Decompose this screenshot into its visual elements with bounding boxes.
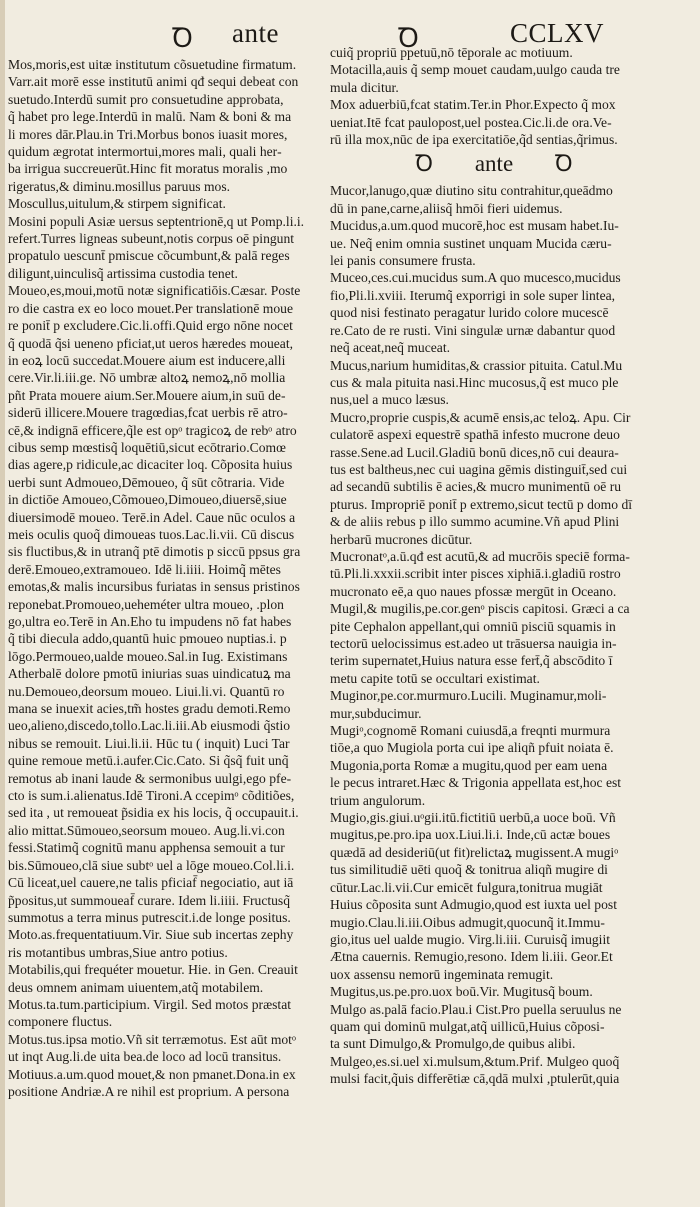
text-line: Mos,moris,est uitæ institutum cõsuetudine firmatum.: [8, 57, 297, 72]
text-line: refert.Turres ligneas subeunt,notis corpus oē pingunt: [8, 231, 295, 247]
right-subheader: [330, 150, 658, 178]
text-line: uerbi sunt Admoueo,Dēmoueo, q̃ sūt cõtraria. Vide: [8, 474, 285, 490]
text-line: tectorū uelocissimus est.adeo ut trāsuersa nauigia in‑: [330, 636, 617, 651]
text-line: q̃ quodā q̃si ueneno pficiat,ut ueros hæredes moueat,: [8, 335, 294, 351]
text-line: q̃ habet pro lege.Interdū in malū. Nam & boni & ma: [8, 109, 292, 125]
subheader-left-mark: Ꝺ: [415, 151, 434, 177]
text-line: mur,subducimur.: [330, 705, 422, 721]
text-line: ad secandū subtilis ē acies,& mucro munimentū oē ru: [330, 479, 622, 495]
header-left-mark: Ꝺ: [172, 23, 194, 53]
text-line: Cū liceat,uel cauere,ne talis pficiaf̄ negociatio, aut iā: [8, 875, 294, 891]
text-line: tiōe,a quo Mugiola porta cui ipe aliqñ pfuit noiata ē.: [330, 740, 614, 756]
text-line: tus est baltheus,nec cui uagina gēmis distinguit̄,sed cui: [330, 461, 628, 477]
text-line: Huius cõposita sunt Admugio,quod est iuxta uel post: [330, 897, 617, 913]
text-line: suetudo.Interdū sumit pro consuetudine approbata,: [8, 91, 284, 107]
text-line: cuiq̃ propriū ppetuū,nō tēporale ac motiuum.: [330, 45, 573, 60]
text-line: lei panis consumere frusta.: [330, 253, 476, 269]
text-line: nu.Demoueo,deorsum moueo. Liui.li.vi. Quantū ro: [8, 683, 285, 699]
text-line: gio,itus uel ualde mugio. Virg.li.iii. Curuisq̃ imugiit: [330, 931, 610, 947]
text-line: li mores dār.Plau.in Tri.Morbus bonos iuasit mores,: [8, 126, 288, 142]
text-line: herbarū mucrones dicūtur.: [330, 531, 473, 547]
text-line: dū in pane,carne,aliisq̃ hmōi fieri uidemus.: [330, 200, 563, 216]
subheader-right-mark: Ꝺ: [554, 151, 573, 177]
text-line: Motacilla,auis q̃ semp mouet caudam,uulgo cauda tre: [330, 62, 620, 78]
text-line: Motus.tus.ipsa motio.Vñ sit terræmotus. Est aūt motᵒ: [8, 1031, 296, 1047]
page-edge: [0, 0, 5, 1207]
text-line: Mucronatᵒ,a.ū.qđ est acutū,& ad mucrōis speciē forma‑: [330, 548, 630, 564]
text-line: ba irrigua succreuerūt.Hinc fit moratus moralis ,mo: [8, 161, 288, 177]
text-line: ro die castra ex eo loco mouet.Per translationē moue: [8, 300, 293, 316]
text-line: quine remoue metū.i.aufer.Cic.Cato. Si q̃sq̃ fuit unq̃: [8, 753, 289, 769]
text-line: cto is sum.i.alienatus.Idē Tironi.A ccepimᵒ cõditiões,: [8, 788, 295, 804]
text-line: Mulgeo,es.si.uel xi.mulsum,&tum.Prif. Mulgeo quoq̃: [330, 1053, 620, 1069]
text-line: mugitus,pe.pro.ipa uox.Liui.li.i. Inde,cū actæ boues: [330, 827, 611, 843]
text-line: Moueo,es,moui,motū notæ significatiōis.Cæsar. Poste: [8, 283, 301, 299]
text-line: p̃positus,ut summoueaf̄ curare. Idem li.iiii. Fructusq̃: [8, 892, 291, 908]
text-line: in eoꝝ locū succedat.Mouere aium est inducere,alli: [8, 352, 286, 368]
subheader-word: ante: [474, 151, 514, 177]
text-line: culatorē aspexi equestrē spathā infesto mucrone deuo: [330, 427, 620, 443]
text-line: terim supernatet,Huius natura esse fert̄,q̃ abscōdito ī: [330, 653, 613, 669]
folio-number: CCLXV: [510, 18, 605, 48]
text-line: Motiuus.a.um.quod mouet,& non pmanet.Dona.in ex: [8, 1066, 296, 1082]
text-line: reponebat.Promoueo,ueheméter ultra moueo, .plon: [8, 596, 284, 612]
text-line: rigeratus,& diminu.mosillus paruus mos.: [8, 178, 231, 194]
text-line: uox assensu nemorū ingeminata remugit.: [330, 966, 554, 982]
text-line: in dictiōe Amoueo,Cõmoueo,Dimoueo,diuersē,siue: [8, 492, 287, 508]
text-line: Mulgo as.palā facio.Plau.i Cist.Pro puella seruulus ne: [330, 1001, 622, 1017]
header-word: ante: [232, 18, 279, 48]
text-line: mulsi facit,q̃uis differētiæ cā,qdā mulxi ,ptulerūt,quia: [330, 1071, 620, 1087]
text-line: mugio.Clau.li.iii.Oibus admugit,quocunq̃ it.Immu‑: [330, 914, 605, 930]
text-line: dias agere,p ridicule,ac dicaciter loq. Cõposita huius: [8, 457, 293, 473]
text-line: Mucidus,a.um.quod mucorē,hoc est musam habet.Iu‑: [330, 218, 619, 234]
text-line: mucronato eē,a quo naues pfossæ mergūt in Oceano.: [330, 583, 617, 599]
text-line: cūtur.Lac.li.vii.Cur emicēt fulgura,tonitrua mugiāt: [330, 879, 603, 895]
text-line: Mugonia,porta Romæ a mugitu,quod per eam uena: [330, 757, 608, 773]
text-line: cus & mala pituita nasi.Hinc mucosus,q̃ est muco ple: [330, 374, 619, 390]
text-line: quidum ægrotat intermortui,mores mali, quali her‑: [8, 144, 282, 160]
text-line: Mucro,proprie cuspis,& acumē ensis,ac teloꝝ. Apu. Cir: [330, 409, 631, 425]
text-line: Mugil,& mugilis,pe.cor.genᵒ piscis capitosi. Græci a ca: [330, 601, 630, 617]
text-line: tus similitudiē uēti quoq̃ & tonitrua aliqñ mugire di: [330, 862, 608, 878]
text-line: Varr.ait morē esse institutū animi qđ sequi debeat con: [8, 74, 299, 90]
text-line: q̃ tibi diecula addo,quantū huic pmoueo nuptias.i. p: [8, 631, 287, 647]
text-line: go,ultra eo.Terē in An.Eho tu impudens nō fat habes: [8, 614, 292, 629]
text-line: tū.Pli.li.xxxii.scribit inter pisces xiphiā.i.gladiū rostro: [330, 566, 621, 582]
text-line: nus,uel a muco læsus.: [330, 392, 449, 408]
text-line: & de aliis rebus p illo summo acumine.Vñ apud Plini: [330, 514, 620, 530]
text-line: componere fluctus.: [8, 1014, 113, 1030]
text-line: diligunt,uinculisq̃ artissima custodia tenet.: [8, 265, 238, 281]
text-line: Mosini populi Asiæ uersus septentrionē,q ut Pomp.li.i.: [8, 213, 305, 229]
text-line: remotus ab inani laude & sermonibus uulgi,ego pfe‑: [8, 770, 292, 786]
text-line: rū illa mox,nūc de ipa exercitatiōe,q̃d sentias,q̃rimus.: [330, 132, 618, 148]
text-line: neq̃ aceat,neq̃ muceat.: [330, 340, 451, 356]
text-line: Mox aduerbiū,fcat statim.Ter.in Phor.Expecto q̃ mox: [330, 97, 616, 113]
text-line: Moto.as.frequentatiuum.Vir. Siue sub incertas zephy: [8, 927, 294, 943]
text-line: ris motantibus umbras,Siue antro potius.: [8, 944, 228, 960]
text-line: ut inqt Aug.li.de uita bea.de loco ad locū transitus.: [8, 1049, 282, 1065]
right-column-body: [330, 182, 658, 1087]
text-line: Moscullus,uitulum,& stirpem significat.: [8, 196, 226, 212]
text-line: Mugio,gis.giui.uᵒgii.itū.fictitiū uerbū,a uoce boū. Vñ: [330, 810, 616, 826]
text-line: pñt Prata mouere aium.Ser.Mouere aium,in suū de‑: [8, 387, 286, 403]
text-line: summotus a terra minus putrescit.i.de longe positus.: [8, 909, 291, 925]
text-line: positione Andriæ.A re nihil est proprium. A persona: [8, 1083, 290, 1099]
right-column-top: [330, 44, 658, 148]
text-line: quod nisi festinato peragatur lurido colore mucescē: [330, 305, 609, 321]
text-line: siderū illicere.Mouere tragœdias,fcat uerbis rē atro‑: [8, 405, 288, 421]
text-line: derē.Emoueo,extramoueo. Idē li.iiii. Hoimq̃ mētes: [8, 561, 281, 577]
text-line: diuersimodē moueo. Terē.in Adel. Caue nūc oculos a: [8, 509, 296, 525]
text-line: pturus. Impropriē ponit̄ p extremo,sicut tectū p domo dī: [330, 496, 633, 512]
text-line: emotas,& malis incursibus furiatas in sensus pristinos: [8, 579, 300, 595]
text-line: re.Cato de re rusti. Vini singulæ urnæ dabantur quod: [330, 322, 616, 338]
text-line: lōgo.Permoueo,ualde moueo.Sal.in Iug. Existimans: [8, 648, 288, 664]
text-line: le pecus intraret.Hæc & Trigonia appellata est,hoc est: [330, 775, 622, 791]
text-line: Mugitus,us.pe.pro.uox boū.Vir. Mugitusq̃ boum.: [330, 984, 593, 1000]
text-line: metu capite totū se occultari existimat.: [330, 670, 540, 686]
text-line: Mucus,narium humiditas,& crassior pituita. Catul.Mu: [330, 357, 623, 373]
text-line: meis oculis quoq̃ dimoueas tuos.Lac.li.vii. Cū discus: [8, 526, 295, 542]
left-column: [8, 56, 320, 1100]
text-line: pite Cephalon appellant,qui omniū pisciū squamis in: [330, 618, 616, 634]
text-line: cibus semp mœstisq̃ loquētiū,sicut ecōtrario.Comœ: [8, 439, 286, 455]
text-line: quædā ad desideriū(ut fit)relictaꝝ mugissent.A mugiᵒ: [330, 844, 619, 860]
text-line: fessi.Statimq̃ cognitū manu apphensa semouit a tur: [8, 840, 285, 856]
text-line: Motus.ta.tum.participium. Virgil. Sed motos præstat: [8, 996, 292, 1012]
text-line: Ætna cauernis. Remugio,resono. Idem li.iii. Geor.Et: [330, 949, 613, 965]
text-line: re ponit̄ p excludere.Cic.li.offi.Quid ergo nōne nocet: [8, 318, 293, 334]
text-line: ueo,alieno,discedo,tollo.Lac.li.iii.Ab eiusmodi q̃stio: [8, 718, 291, 734]
text-line: mula dicitur.: [330, 79, 399, 95]
text-line: alio mittat.Sūmoueo,seorsum moueo. Aug.li.vi.con: [8, 822, 285, 838]
right-column: [330, 44, 658, 1088]
text-line: trium angulorum.: [330, 792, 426, 808]
header-right-mark: Ꝺ: [398, 23, 420, 53]
text-line: sis fluctibus,& in utranq̃ ptē dimotis p siccū ppsus gra: [8, 544, 301, 560]
text-line: ta sunt Dimulgo,& Promulgo,de quibus alibi.: [330, 1036, 576, 1052]
text-line: Muginor,pe.cor.murmuro.Lucili. Muginamur,moli‑: [330, 688, 607, 704]
text-line: cere.Vir.li.iii.ge. Nō umbræ altoꝝ nemoꝝ,nō mollia: [8, 370, 286, 386]
text-line: cē,& indignā efficere,q̃le est opᵒ tragicoꝝ de rebᵒ atro: [8, 422, 297, 438]
text-line: Mugiᵒ,cognomē Romani cuiusdā,a freqnti murmura: [330, 723, 611, 739]
text-line: ueniat.Itē fcat paulopost,uel postea.Cic.li.de ora.Ve‑: [330, 114, 612, 130]
text-line: deus omnem animam uiuentem,atq̃ motabilem.: [8, 979, 264, 995]
text-line: propatulo uescunt̄ pmiscue cõcumbunt,& palā reges: [8, 248, 290, 264]
text-line: fio,Pli.li.xviii. Iterumq̃ exporrigi in sole super lintea,: [330, 287, 616, 303]
text-line: Motabilis,qui frequéter mouetur. Hie. in Gen. Creauit: [8, 962, 298, 978]
text-line: bis.Sūmoueo,clā siue subtᵒ uel a lōge moueo.Col.li.i.: [8, 857, 295, 873]
text-line: Muceo,ces.cui.mucidus sum.A quo mucesco,mucidus: [330, 270, 621, 286]
text-line: quam qui dominū mulgat,atq̃ uillicū,Huius cõposi‑: [330, 1018, 605, 1034]
text-line: ue. Neq̃ enim omnia sustinet unquam Mucida cæru‑: [330, 235, 612, 251]
text-line: mana se inuexit acies,tm̃ hostes gradu demoti.Remo: [8, 701, 291, 717]
text-line: Atherbalē dolore pmotū iniurias suas uindicatuꝝ ma: [8, 666, 291, 682]
text-line: sed ita , ut remoueat p̃sidia ex his locis, q̃ occupauit.i.: [8, 805, 299, 821]
text-line: nibus se remouit. Liui.li.ii. Hūc tu ( inquit) Luci Tar: [8, 735, 290, 751]
text-line: Mucor,lanugo,quæ diutino situ contrahitur,queādmo: [330, 183, 613, 199]
text-line: rasse.Sene.ad Lucil.Gladiū bonū dices,nō cui deaura‑: [330, 444, 619, 460]
